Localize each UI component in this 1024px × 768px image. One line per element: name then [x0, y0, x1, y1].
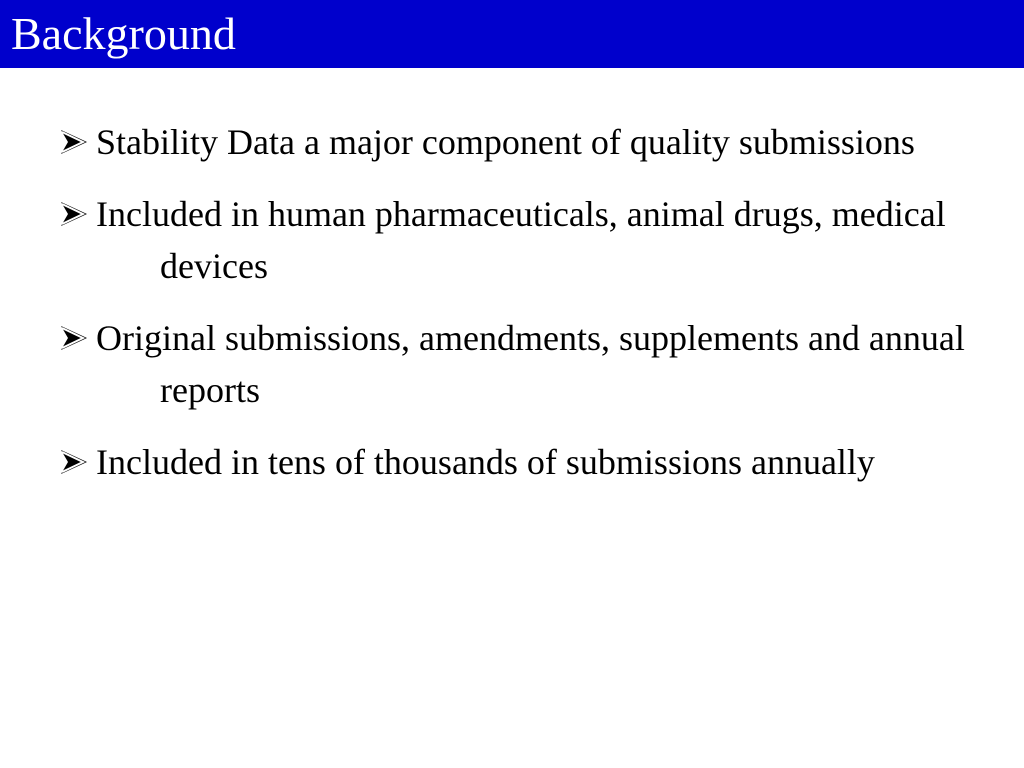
bullet-list: [58, 116, 1008, 508]
title-bar: [0, 0, 1024, 68]
arrow-bullet-icon: [58, 199, 90, 229]
bullet-item: [58, 188, 1008, 292]
slide-title: Background: [11, 8, 236, 59]
bullet-text: Included in human pharmaceuticals, animal drugs, medical devices: [96, 194, 946, 286]
bullet-item: [58, 312, 1008, 416]
bullet-text: Original submissions, amendments, supplements and annual reports: [96, 318, 965, 410]
bullet-item: [58, 436, 1008, 488]
arrow-bullet-icon: [58, 127, 90, 157]
arrow-bullet-icon: [58, 447, 90, 477]
bullet-item: [58, 116, 1008, 168]
bullet-text: Stability Data a major component of quality submissions: [96, 122, 915, 162]
bullet-text: Included in tens of thousands of submissions annually: [96, 442, 875, 482]
arrow-bullet-icon: [58, 323, 90, 353]
